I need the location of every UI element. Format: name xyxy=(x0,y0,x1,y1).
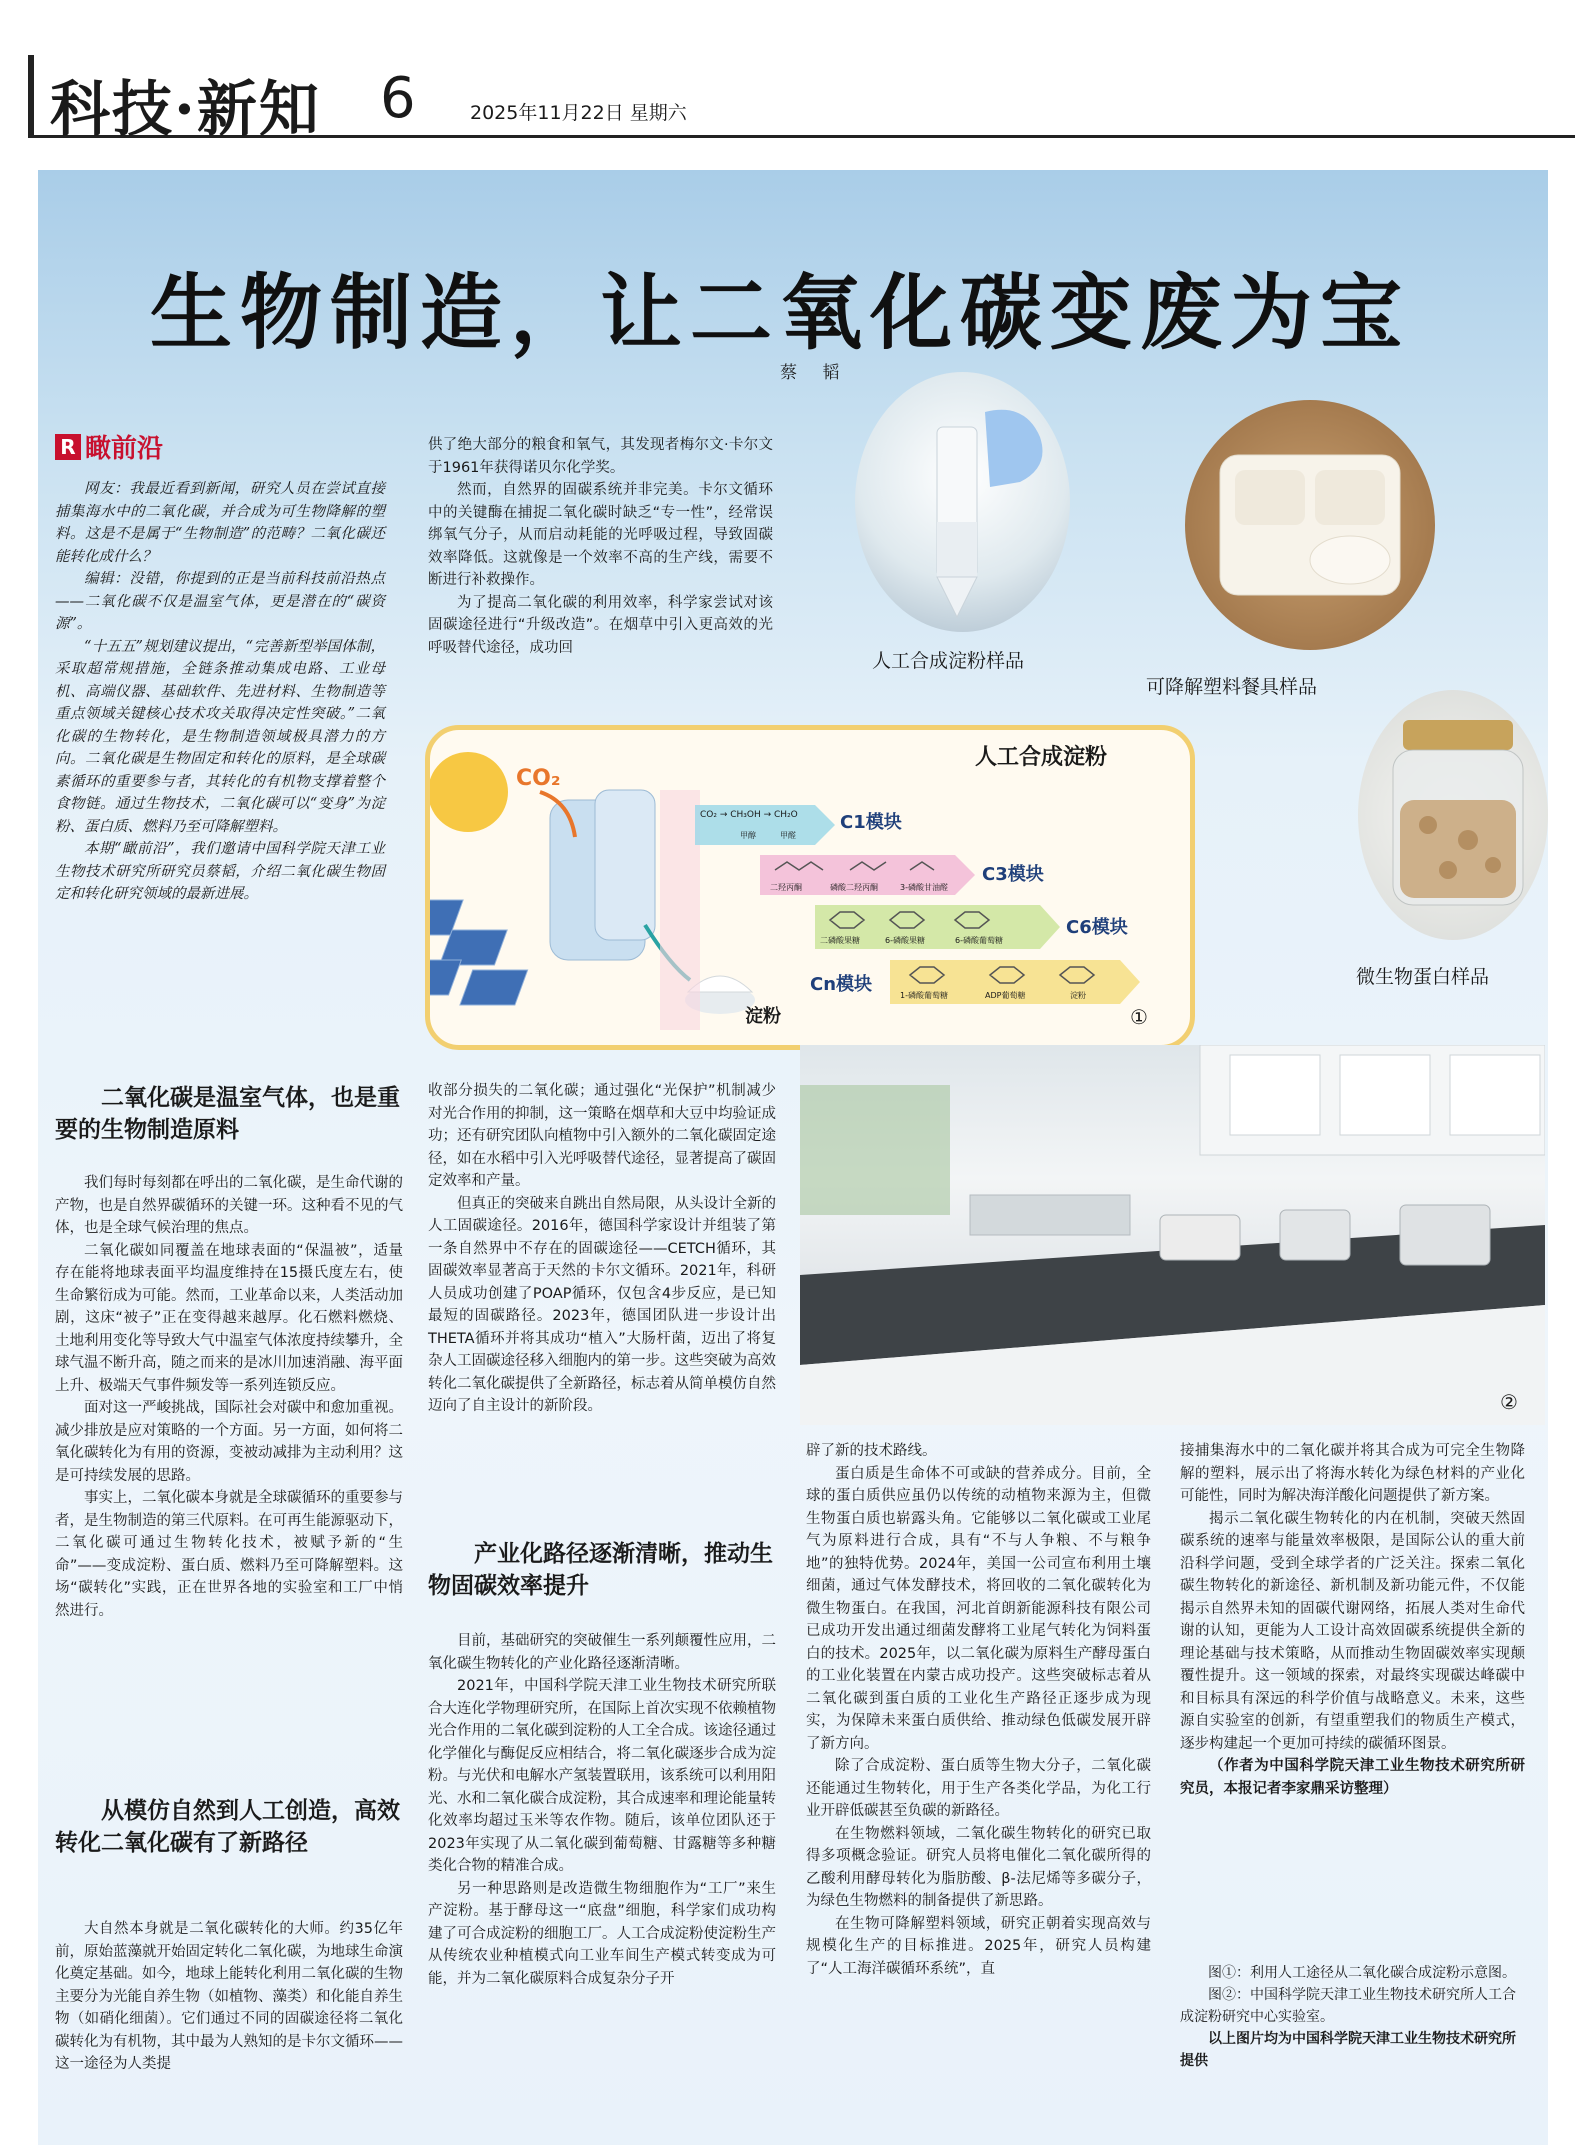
figure-caption: 图①：利用人工途径从二氧化碳合成淀粉示意图。 xyxy=(1208,1965,1516,1981)
protein-sample-photo xyxy=(1358,690,1548,940)
starch-sample-caption: 人工合成淀粉样品 xyxy=(872,650,1025,672)
module-item: 淀粉 xyxy=(1070,991,1086,1000)
module-label: C1模块 xyxy=(840,812,902,833)
heading-1: 二氧化碳是温室气体，也是重要的生物制造原料 xyxy=(55,1085,400,1143)
article-author: 蔡 韬 xyxy=(780,363,850,383)
body-para: 供了绝大部分的粮食和氧气，其发现者梅尔文·卡尔文于1961年获得诺贝尔化学奖。 xyxy=(428,437,773,476)
col2-section3 xyxy=(428,1630,776,1990)
intro-para: 本期“瞰前沿”，我们邀请中国科学院天津工业生物技术研究所研究员蔡韬，介绍二氧化碳生物固定和转化研究领域的最新进展。 xyxy=(55,841,385,902)
solar-panel-icon xyxy=(430,900,528,1005)
kicker-r-icon: R xyxy=(55,434,81,460)
module-item: 磷酸二羟丙酮 xyxy=(830,883,878,892)
kicker-label: 瞰前沿 xyxy=(85,434,164,464)
figure-caption: 图②：中国科学院天津工业生物技术研究所人工合成淀粉研究中心实验室。 xyxy=(1180,1987,1516,2025)
page-number: 6 xyxy=(380,66,416,131)
module-item: 二磷酸果糖 xyxy=(820,936,860,945)
col1-section1 xyxy=(55,1172,403,1622)
author-note: （作者为中国科学院天津工业生物技术研究所研究员，本报记者李家鼎采访整理） xyxy=(1180,1758,1525,1797)
issue-date: 2025年11月22日 星期六 xyxy=(470,102,687,124)
intro-block xyxy=(55,478,385,906)
figure-captions xyxy=(1180,1962,1525,2072)
sun-icon xyxy=(430,752,508,832)
module-item: ADP葡萄糖 xyxy=(985,991,1026,1000)
body-para: 事实上，二氧化碳本身就是全球碳循环的重要参与者，是生物制造的第三代原料。在可再生能源驱动下，二氧化碳可通过生物转化技术，被赋予新的“生命”——变成淀粉、蛋白质、燃料乃至可降解塑料。这场“碳转化”实践，正在世界各地的实验室和工厂中悄然进行。 xyxy=(55,1490,403,1619)
body-para: 除了合成淀粉、蛋白质等生物大分子，二氧化碳还能通过生物转化，用于生产各类化学品，为化工行业开辟低碳甚至负碳的新路径。 xyxy=(806,1758,1151,1819)
protein-caption: 微生物蛋白样品 xyxy=(1356,966,1490,988)
module-item: 3-磷酸甘油醛 xyxy=(900,883,948,892)
article-title: 生物制造，让二氧化碳变废为宝 xyxy=(149,265,1410,361)
body-para: 蛋白质是生命体不可或缺的营养成分。目前，全球的蛋白质供应虽仍以传统的动植物来源为主，但微生物蛋白质也崭露头角。它能够以二氧化碳或工业尾气为原料进行合成，具有“不与人争粮、不与粮争地”的独特优势。2024年，美国一公司宣布利用土壤细菌，通过气体发酵技术，将回收的二氧化碳转化为微生物蛋白。在我国，河北首朗新能源科技有限公司已成功开发出通过细菌发酵将工业尾气转化为饲料蛋白的技术。2025年，以二氧化碳为原料生产酵母蛋白的工业化装置在内蒙古成功投产。这些突破标志着从二氧化碳到蛋白质的工业化生产路径正逐步成为现实，为保障未来蛋白质供给、推动绿色低碳发展开辟了新方向。 xyxy=(806,1465,1151,1752)
body-para: 但真正的突破来自跳出自然局限，从头设计全新的人工固碳途径。2016年，德国科学家设计并组装了第一条自然界中不存在的固碳途径——CETCH循环，其固碳效率显著高于天然的卡尔文循环。2021年，科研人员成功创建了POAP循环，仅包含4步反应，是已知最短的固碳路径。2023年，德国团队进一步设计出THETA循环并将其成功“植入”大肠杆菌，迈出了将复杂人工固碳途径移入细胞内的第一步。这些突破为高效转化二氧化碳提供了全新路径，标志着从简单模仿自然迈向了自主设计的新阶段。 xyxy=(428,1195,776,1414)
module-item: 6-磷酸葡萄糖 xyxy=(955,936,1003,945)
module-item: 6-磷酸果糖 xyxy=(885,936,925,945)
body-para: 大自然本身就是二氧化碳转化的大师。约35亿年前，原始蓝藻就开始固定转化二氧化碳，为地球生命演化奠定基础。如今，地球上能转化利用二氧化碳的生物主要分为光能自养生物（如植物、藻类）和化能自养生物（如硝化细菌）。它们通过不同的固碳途径将二氧化碳转化为有机物，其中最为人熟知的是卡尔文循环——这一途径为人类提 xyxy=(55,1921,403,2072)
tableware-photo xyxy=(1185,400,1435,650)
intro-para: 编辑：没错，你提到的正是当前科技前沿热点——二氧化碳不仅是温室气体，更是潜在的“碳资源”。 xyxy=(55,571,385,632)
section-title: 科技·新知 xyxy=(50,75,321,145)
module-item: 甲醇 xyxy=(740,831,756,840)
module-item: 二羟丙酮 xyxy=(770,883,802,892)
module-item: 甲醛 xyxy=(780,831,796,840)
body-para: 揭示二氧化碳生物转化的内在机制，突破天然固碳系统的速率与能量效率极限，是国际公认的重大前沿科学问题，受到全球学者的广泛关注。探索二氧化碳生物转化的新途径、新机制及新功能元件，不仅能揭示自然界未知的固碳代谢网络，拓展人类对生命代谢的认知，更能为人工设计高效固碳系统提供全新的理论基础与技术策略，从而推动生物固碳效率实现颠覆性提升。这一领域的探索，对最终实现碳达峰碳中和目标具有深远的科学价值与战略意义。未来，这些源自实验室的创新，有望重塑我们的物质生产模式，逐步构建起一个更加可持续的碳循环图景。 xyxy=(1180,1510,1525,1752)
col3 xyxy=(806,1440,1151,1980)
intro-para: 网友：我最近看到新闻，研究人员在尝试直接捕集海水中的二氧化碳，并合成为可生物降解的塑料。这是不是属于“生物制造”的范畴？二氧化碳还能转化成什么？ xyxy=(55,481,385,565)
lab-photo xyxy=(800,1045,1545,1425)
diagram-title: 人工合成淀粉 xyxy=(975,745,1108,770)
intro-para: “十五五”规划建议提出，“完善新型举国体制，采取超常规措施，全链条推动集成电路、工业母机、高端仪器、基础软件、先进材料、生物制造等重点领域关键核心技术攻关取得决定性突破。”二氧化碳的生物转化，是生物制造领域极具潜力的方向。二氧化碳是生物固定和转化的原料，是全球碳素循环的重要参与者，其转化的有机物支撑着整个食物链。通过生物技术，二氧化碳可以“变身”为淀粉、蛋白质、燃料乃至可降解塑料。 xyxy=(55,638,385,835)
col4 xyxy=(1180,1440,1525,1800)
body-para: 2021年，中国科学院天津工业生物技术研究所联合大连化学物理研究所，在国际上首次实现不依赖植物光合作用的二氧化碳到淀粉的人工全合成。该途径通过化学催化与酶促反应相结合，将二氧化碳逐步合成为淀粉。与光伏和电解水产氢装置联用，该系统可以利用阳光、水和二氧化碳合成淀粉，其合成速率和理论能量转化效率均超过玉米等农作物。随后，该单位团队还于2023年实现了从二氧化碳到葡萄糖、甘露糖等多种糖类化合物的精准合成。 xyxy=(428,1678,776,1874)
module-label: C3模块 xyxy=(982,864,1044,885)
module-item: CO₂ → CH₃OH → CH₂O xyxy=(700,810,798,820)
body-para: 在生物可降解塑料领域，研究正朝着实现高效与规模化生产的目标推进。2025年，研究人员构建了“人工海洋碳循环系统”，直 xyxy=(806,1915,1151,1977)
header-bar xyxy=(28,55,34,135)
kicker xyxy=(55,428,163,465)
col1-section2 xyxy=(55,1918,403,2076)
module-label: C6模块 xyxy=(1066,917,1128,938)
heading-3: 产业化路径逐渐清晰，推动生物固碳效率提升 xyxy=(428,1541,773,1599)
starch-output-label: 淀粉 xyxy=(745,1006,781,1027)
body-para: 我们每时每刻都在呼出的二氧化碳，是生命代谢的产物，也是自然界碳循环的关键一环。这种看不见的气体，也是全球气候治理的焦点。 xyxy=(55,1175,403,1236)
body-para: 另一种思路则是改造微生物细胞作为“工厂”来生产淀粉。基于酵母这一“底盘”细胞，科学家们成功构建了可合成淀粉的细胞工厂。人工合成淀粉使淀粉生产从传统农业种植模式向工业车间生产模式转变成为可能，并为二氧化碳原料合成复杂分子开 xyxy=(428,1880,776,1987)
body-para: 收部分损失的二氧化碳；通过强化“光保护”机制减少对光合作用的抑制，这一策略在烟草和大豆中均验证成功；还有研究团队向植物中引入额外的二氧化碳固定途径，如在水稻中引入光呼吸替代途径，显著提高了碳固定效率和产量。 xyxy=(428,1083,776,1189)
body-para: 二氧化碳如同覆盖在地球表面的“保温被”，适量存在能将地球表面平均温度维持在15摄氏度左右，使生命繁衍成为可能。然而，工业革命以来，人类活动加剧，这床“被子”正在变得越来越厚。化石燃料燃烧、土地利用变化等导致大气中温室气体浓度持续攀升，全球气温不断升高，随之而来的是冰川加速消融、海平面上升、极端天气事件频发等一系列连锁反应。 xyxy=(55,1242,403,1394)
col2-top xyxy=(428,434,773,659)
body-para: 然而，自然界的固碳系统并非完美。卡尔文循环中的关键酶在捕捉二氧化碳时缺乏“专一性”，经常误绑氧气分子，从而启动耗能的光呼吸过程，导致固碳效率降低。这就像是一个效率不高的生产线，需要不断进行补救操作。 xyxy=(428,482,773,588)
co2-label: CO₂ xyxy=(516,766,561,791)
body-para: 目前，基础研究的突破催生一系列颠覆性应用，二氧化碳生物转化的产业化路径逐渐清晰。 xyxy=(428,1633,776,1672)
body-para: 面对这一严峻挑战，国际社会对碳中和愈加重视。减少排放是应对策略的一个方面。另一方面，如何将二氧化碳转化为有用的资源，变被动减排为主动利用？这是可持续发展的思路。 xyxy=(55,1400,403,1484)
starch-sample-photo xyxy=(855,372,1070,632)
col2-mid xyxy=(428,1080,776,1418)
module-label: Cn模块 xyxy=(810,974,873,995)
body-para: 在生物燃料领域，二氧化碳生物转化的研究已取得多项概念验证。研究人员将电催化二氧化碳所得的乙酸利用酵母转化为脂肪酸、β-法尼烯等多碳分子，为绿色生物燃料的制备提供了新思路。 xyxy=(806,1825,1151,1909)
body-para: 辟了新的技术路线。 xyxy=(806,1443,937,1459)
photo-credit: 以上图片均为中国科学院天津工业生物技术研究所提供 xyxy=(1180,2031,1516,2069)
module-item: 1-磷酸葡萄糖 xyxy=(900,991,948,1000)
body-para: 为了提高二氧化碳的利用效率，科学家尝试对该固碳途径进行“升级改造”。在烟草中引入更高效的光呼吸替代途径，成功回 xyxy=(428,594,773,656)
starch-synthesis-diagram xyxy=(425,725,1195,1050)
lab-photo-marker: ② xyxy=(1500,1390,1518,1414)
tableware-caption: 可降解塑料餐具样品 xyxy=(1146,676,1318,698)
diagram-marker: ① xyxy=(1130,1005,1148,1029)
body-para: 接捕集海水中的二氧化碳并将其合成为可完全生物降解的塑料，展示出了将海水转化为绿色材料的产业化可能性，同时为解决海洋酸化问题提供了新方案。 xyxy=(1180,1443,1525,1504)
heading-2: 从模仿自然到人工创造，高效转化二氧化碳有了新路径 xyxy=(55,1798,400,1856)
